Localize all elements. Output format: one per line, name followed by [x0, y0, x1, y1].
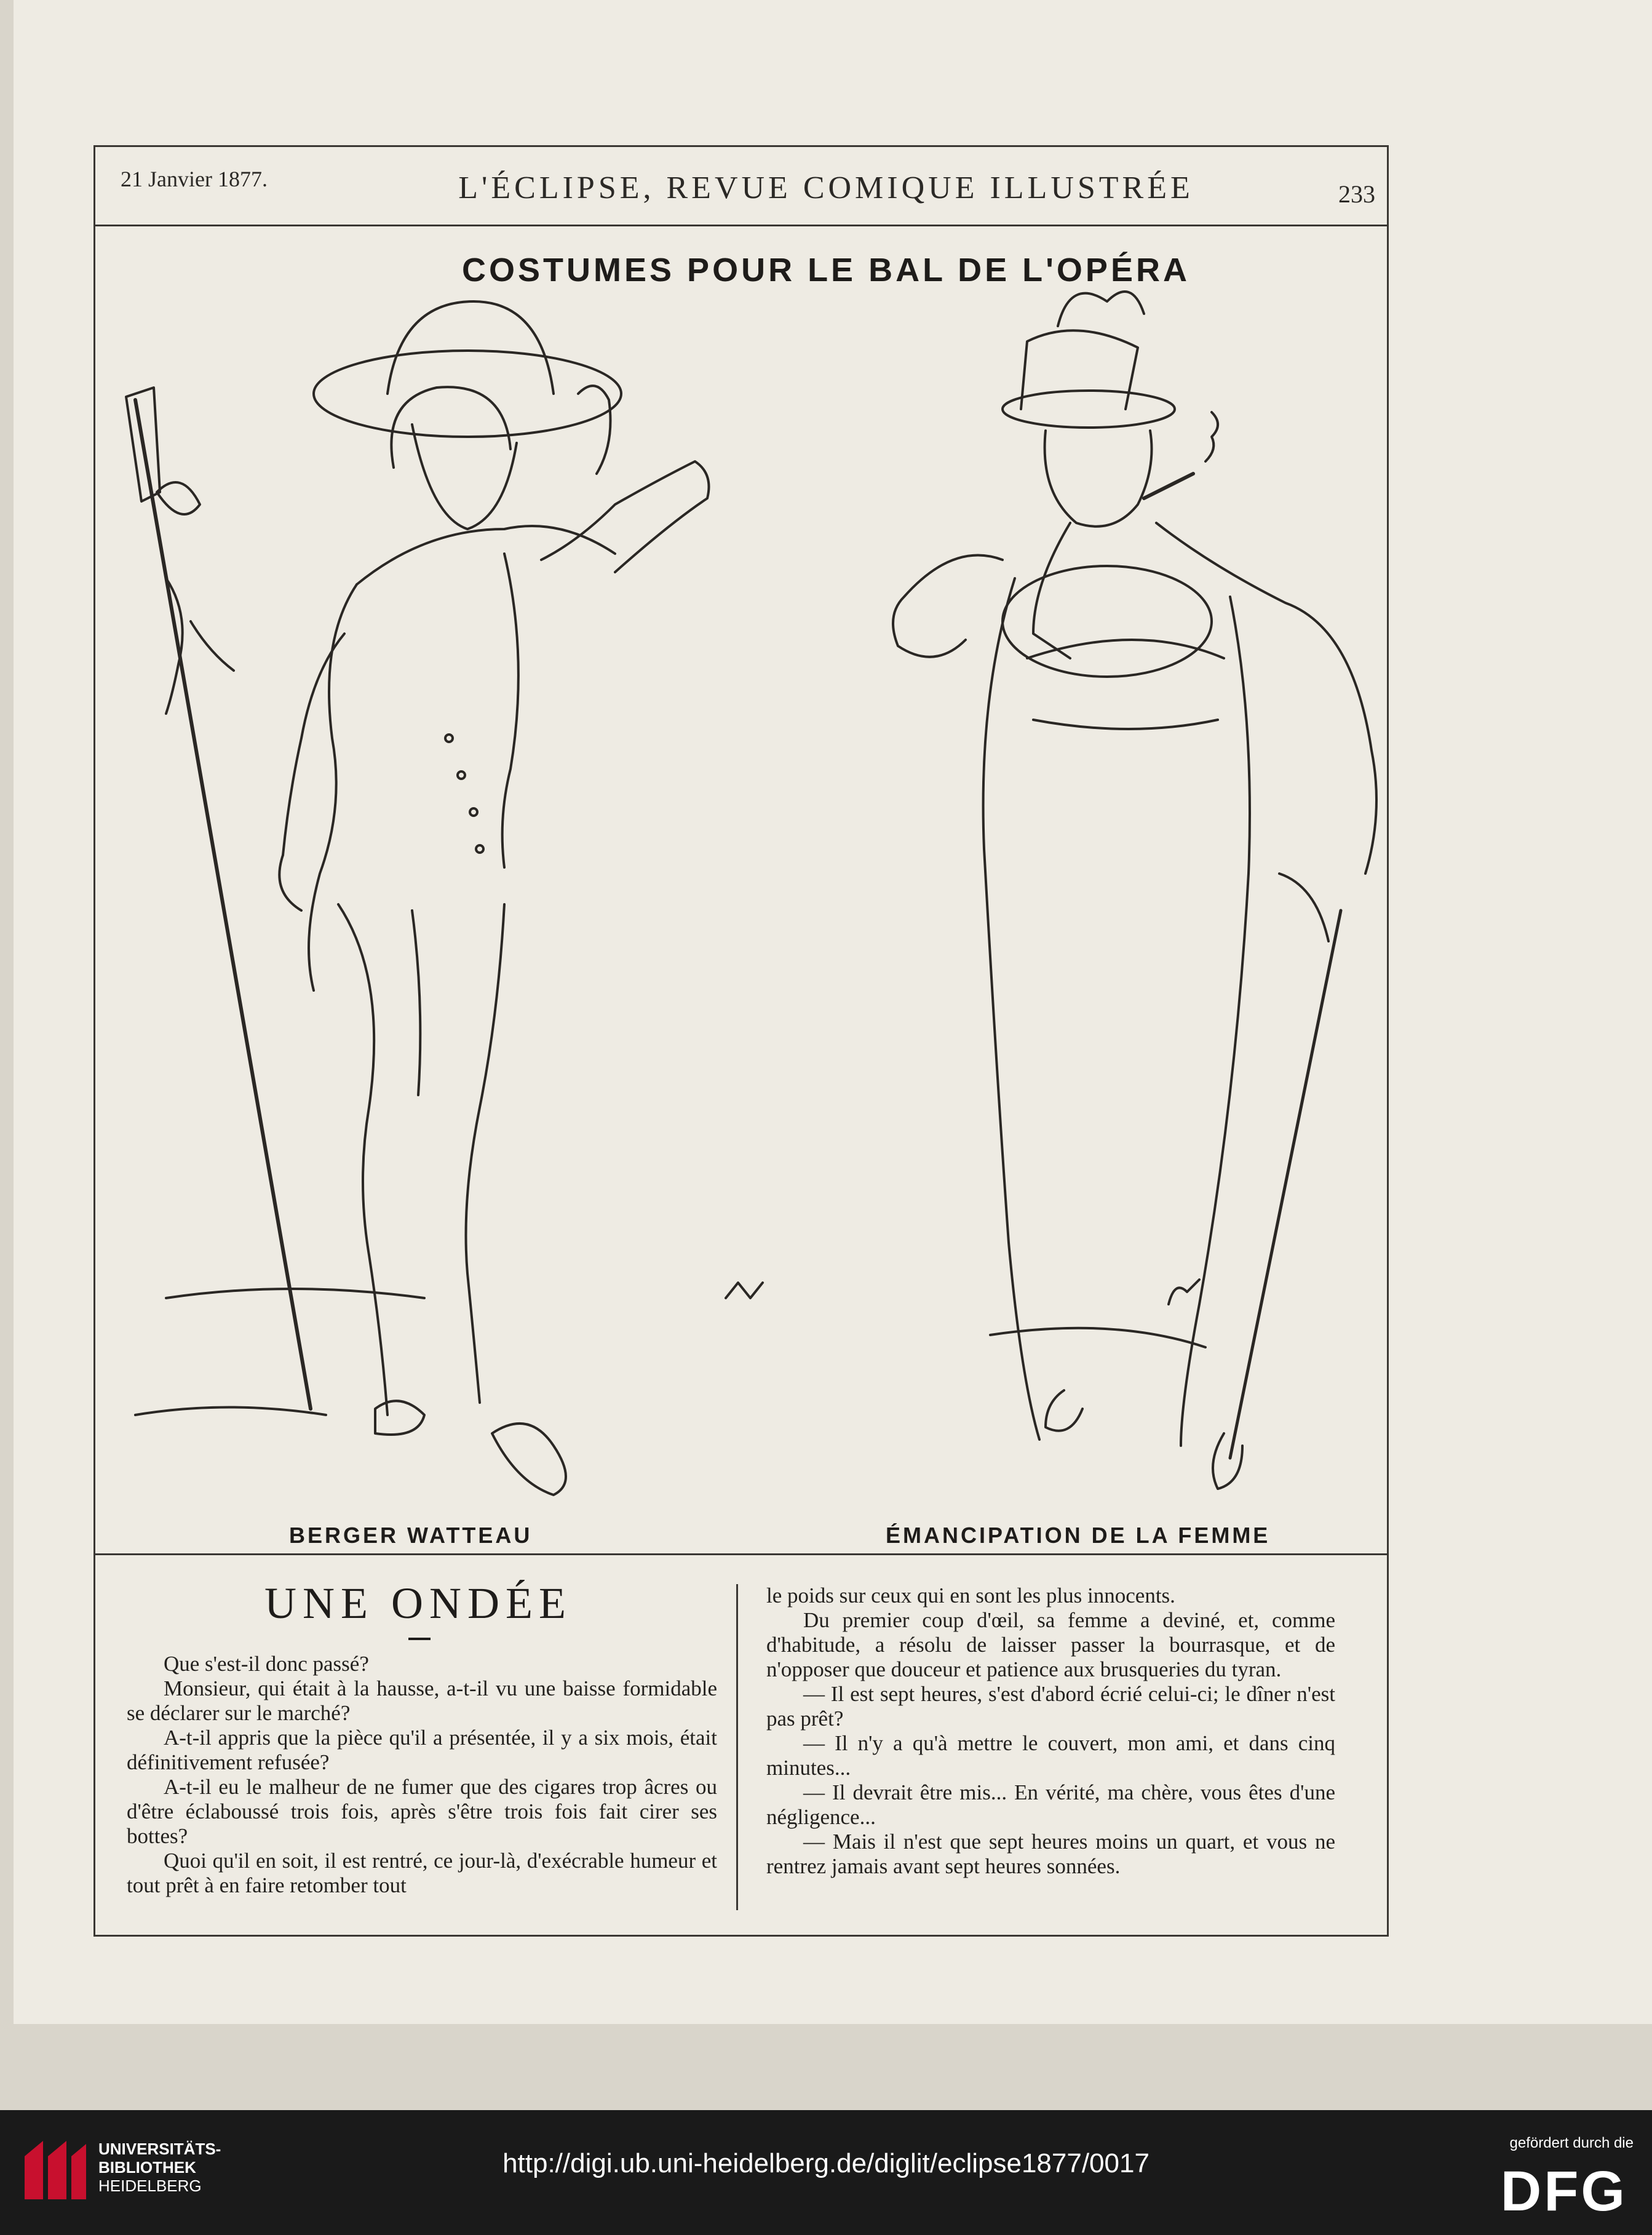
- paragraph: Monsieur, qui était à la hausse, a-t-il vu une baisse formidable se déclarer sur le marché?: [127, 1676, 717, 1725]
- library-line: BIBLIOTHEK: [98, 2158, 196, 2177]
- paragraph: Quoi qu'il en soit, il est rentré, ce jour-là, d'exécrable humeur et tout prêt à en faire retomber tout: [127, 1849, 717, 1897]
- library-line: HEIDELBERG: [98, 2177, 202, 2195]
- berger-watteau-figure: [126, 301, 763, 1495]
- title-dash: [408, 1638, 431, 1640]
- funder-label: gefördert durch die: [1509, 2135, 1634, 2151]
- dfg-logo[interactable]: DFG: [1500, 2160, 1627, 2223]
- paragraph: A-t-il eu le malheur de ne fumer que des cigares trop âcres ou d'être éclaboussé trois fois, après s'être trois fois fait cirer ses bottes?: [127, 1775, 717, 1848]
- header-title: L'ÉCLIPSE, REVUE COMIQUE ILLUSTRÉE: [458, 170, 1194, 205]
- library-line: UNIVERSITÄTS-: [98, 2140, 221, 2158]
- emancipation-femme-figure: [893, 292, 1376, 1489]
- permalink-url[interactable]: http://digi.ub.uni-heidelberg.de/diglit/eclipse1877/0017: [502, 2148, 1150, 2178]
- illustration-title: COSTUMES POUR LE BAL DE L'OPÉRA: [462, 252, 1190, 289]
- caricature-illustration: [98, 289, 1384, 1520]
- article-column-right: [766, 1584, 1335, 1879]
- header-rule: [93, 225, 1389, 226]
- paragraph: — Il n'y a qu'à mettre le couvert, mon ami, et dans cinq minutes...: [766, 1731, 1335, 1780]
- paragraph: A-t-il appris que la pièce qu'il a présentée, il y a six mois, était définitivement refusée?: [127, 1726, 717, 1774]
- header-date: 21 Janvier 1877.: [121, 167, 268, 191]
- left-figure-caption: BERGER WATTEAU: [289, 1523, 533, 1548]
- paragraph: — Mais il n'est que sept heures moins un quart, et vous ne rentrez jamais avant sept heures sonnées.: [766, 1830, 1335, 1878]
- illustration-bottom-rule: [93, 1553, 1389, 1555]
- right-figure-caption: ÉMANCIPATION DE LA FEMME: [886, 1523, 1271, 1548]
- paragraph: — Il est sept heures, s'est d'abord écrié celui-ci; le dîner n'est pas prêt?: [766, 1682, 1335, 1731]
- paragraph: Du premier coup d'œil, sa femme a deviné, et, comme d'habitude, a résolu de laisser passer la bourrasque, et de n'opposer que douceur et patience aux brusqueries du tyran.: [766, 1608, 1335, 1681]
- column-rule: [736, 1584, 738, 1910]
- article-title: UNE ONDÉE: [264, 1579, 572, 1628]
- page-number: 233: [1338, 180, 1375, 208]
- paragraph: — Il devrait être mis... En vérité, ma chère, vous êtes d'une négligence...: [766, 1780, 1335, 1829]
- article-column-left: [127, 1652, 717, 1898]
- paragraph: le poids sur ceux qui en sont les plus innocents.: [766, 1584, 1175, 1608]
- paragraph: Que s'est-il donc passé?: [164, 1652, 369, 1676]
